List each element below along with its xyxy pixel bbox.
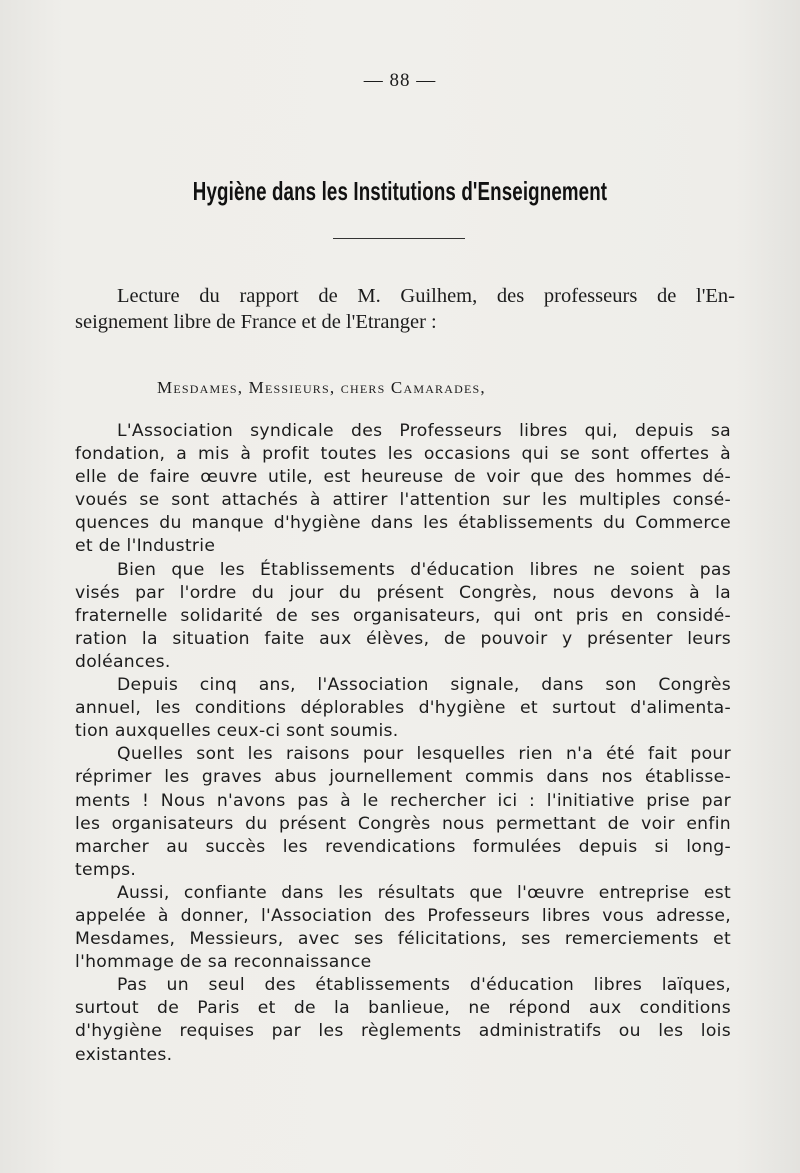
- intro-paragraph: [75, 283, 735, 335]
- body-paragraph: [75, 674, 731, 743]
- text-line: Depuis cinq ans, l'Association signale, dans son Congrès: [117, 675, 731, 696]
- text-line: L'Association syndicale des Professeurs libres qui, depuis sa: [117, 421, 731, 441]
- page-title: Hygiène dans les Institutions d'Enseignement: [192, 176, 608, 206]
- text-line: l'hommage de sa reconnaissance: [75, 952, 372, 973]
- intro-line: Lecture du rapport de M. Guilhem, des professeurs de l'En-: [117, 285, 735, 307]
- text-line: et de l'Industrie: [75, 536, 216, 557]
- text-line: marcher au succès les revendications formulées depuis si long-: [75, 836, 731, 857]
- text-line: réprimer les graves abus journellement commis dans nos établisse-: [75, 767, 731, 788]
- salutation: Mesdames, Messieurs, chers Camarades,: [157, 378, 486, 397]
- text-line: fondation, a mis à profit toutes les occasions qui se sont offertes à: [75, 444, 731, 465]
- body-paragraph: [75, 559, 731, 674]
- text-line: Quelles sont les raisons pour lesquelles rien n'a été fait pour: [117, 744, 731, 765]
- text-line: fraternelle solidarité de ses organisateurs, qui ont pris en considé-: [75, 605, 731, 626]
- text-line: quences du manque d'hygiène dans les établissements du Commerce: [75, 513, 731, 534]
- body-paragraph: [75, 420, 731, 559]
- text-line: Mesdames, Messieurs, avec ses félicitations, ses remerciements et: [75, 929, 731, 950]
- text-line: elle de faire œuvre utile, est heureuse de voir que des hommes dé-: [75, 467, 731, 488]
- text-line: ration la situation faite aux élèves, de pouvoir y présenter leurs: [75, 628, 731, 649]
- text-line: tion auxquelles ceux-ci sont soumis.: [75, 721, 399, 742]
- text-line: ments ! Nous n'avons pas à le rechercher ici : l'initiative prise par: [75, 790, 731, 811]
- report-body: [75, 420, 731, 1067]
- text-line: Aussi, confiante dans les résultats que l'œuvre entreprise est: [117, 882, 731, 903]
- text-line: Pas un seul des établissements d'éducation libres laïques,: [117, 975, 731, 996]
- text-line: les organisateurs du présent Congrès nous permettant de voir enfin: [75, 813, 731, 834]
- body-paragraph: [75, 882, 731, 974]
- text-line: doléances.: [75, 651, 171, 672]
- text-line: temps.: [75, 859, 137, 880]
- title-divider: [333, 238, 465, 239]
- text-line: voués se sont attachés à attirer l'attention sur les multiples consé-: [75, 490, 731, 511]
- text-line: existantes.: [75, 1044, 173, 1065]
- text-line: Bien que les Établissements d'éducation libres ne soient pas: [117, 559, 731, 580]
- text-line: d'hygiène requises par les règlements administratifs ou les lois: [75, 1021, 731, 1042]
- intro-line: seignement libre de France et de l'Etranger :: [75, 311, 437, 333]
- page-number: — 88 —: [363, 70, 437, 91]
- text-line: visés par l'ordre du jour du présent Congrès, nous devons à la: [75, 582, 731, 603]
- text-line: appelée à donner, l'Association des Professeurs libres vous adresse,: [75, 905, 731, 926]
- body-paragraph: [75, 743, 731, 882]
- body-paragraph: [75, 974, 731, 1066]
- text-line: surtout de Paris et de la banlieue, ne répond aux conditions: [75, 998, 731, 1019]
- text-line: annuel, les conditions déplorables d'hygiène et surtout d'alimenta-: [75, 698, 731, 719]
